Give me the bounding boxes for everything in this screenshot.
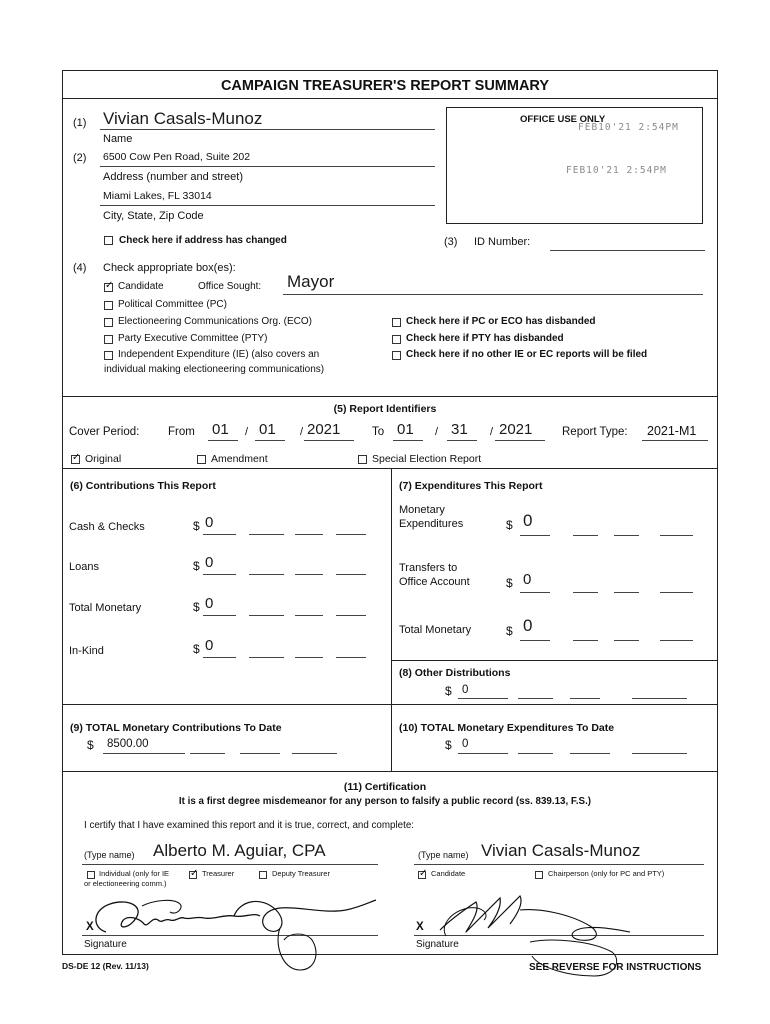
to-slash-2: / xyxy=(490,426,494,438)
to-month[interactable]: 01 xyxy=(397,421,414,438)
total-expenditures-to-date-title: (10) TOTAL Monetary Expenditures To Date xyxy=(399,722,615,734)
original-checkbox[interactable] xyxy=(71,455,80,464)
from-slash-1: / xyxy=(245,426,249,438)
to-day-line xyxy=(447,440,477,441)
cash-checks-label: Cash & Checks xyxy=(69,521,145,533)
monetary-expenditures-line-4 xyxy=(660,535,693,536)
other-distributions-line-2 xyxy=(518,698,553,699)
right-signature-label: Signature xyxy=(416,939,459,950)
contributions-title: (6) Contributions This Report xyxy=(70,480,216,492)
from-day-line xyxy=(255,440,285,441)
treasurer-name[interactable]: Alberto M. Aguiar, CPA xyxy=(153,841,326,860)
other-distributions-line-3 xyxy=(570,698,600,699)
total-expenditures-value[interactable]: 0 xyxy=(523,616,533,635)
report-identifiers-title: (5) Report Identifiers xyxy=(333,403,437,415)
transfers-value[interactable]: 0 xyxy=(523,571,532,588)
candidate-signer-label: Candidate xyxy=(431,869,466,878)
divider-5-6 xyxy=(62,468,718,469)
in-kind-value[interactable]: 0 xyxy=(205,637,214,654)
certification-title: (11) Certification xyxy=(343,781,427,793)
address-changed-checkbox[interactable] xyxy=(104,236,113,245)
treasurer-label: Treasurer xyxy=(202,869,235,878)
pc-label: Political Committee (PC) xyxy=(118,299,227,310)
no-other-reports-checkbox[interactable] xyxy=(392,351,401,360)
candidate-signer-checkbox[interactable] xyxy=(418,871,426,879)
to-month-line xyxy=(393,440,423,441)
candidate-signer-name[interactable]: Vivian Casals-Munoz xyxy=(481,841,641,860)
total-expenditures-label: Total Monetary xyxy=(399,624,472,636)
individual-checkbox[interactable] xyxy=(87,871,95,879)
report-type-label: Report Type: xyxy=(562,426,628,438)
divider-6-7 xyxy=(391,468,392,704)
transfers-line-2 xyxy=(573,592,598,593)
report-type-value[interactable]: 2021-M1 xyxy=(647,424,697,438)
total-monetary-label: Total Monetary xyxy=(69,602,142,614)
divider-10-11 xyxy=(62,771,718,772)
individual-label-2: or electioneering comm.) xyxy=(84,879,167,888)
from-day[interactable]: 01 xyxy=(259,421,276,438)
eco-label: Electioneering Communications Org. (ECO) xyxy=(118,316,312,327)
special-election-label: Special Election Report xyxy=(372,453,482,465)
section-3-number: (3) xyxy=(444,236,458,248)
left-name-line xyxy=(82,864,378,865)
right-signature-x: X xyxy=(416,921,424,933)
total-monetary-line-3 xyxy=(295,615,323,616)
ie-label-line1: Independent Expenditure (IE) (also covers an xyxy=(118,349,320,360)
to-slash-1: / xyxy=(435,426,439,438)
total-monetary-value[interactable]: 0 xyxy=(205,595,214,612)
loans-line-2 xyxy=(249,574,284,575)
in-kind-label: In-Kind xyxy=(69,645,104,657)
cash-checks-line-4 xyxy=(336,534,366,535)
certification-warning: It is a first degree misdemeanor for any person to falsify a public record (ss. 839.13, F.S.) xyxy=(178,796,592,807)
monetary-expenditures-label-1: Monetary xyxy=(399,504,445,516)
to-year[interactable]: 2021 xyxy=(499,421,533,438)
ie-checkbox[interactable] xyxy=(104,351,113,360)
other-distributions-line-4 xyxy=(632,698,687,699)
to-year-line xyxy=(495,440,545,441)
left-signature-x: X xyxy=(86,921,94,933)
loans-line-4 xyxy=(336,574,366,575)
monetary-expenditures-label-2: Expenditures xyxy=(399,518,464,530)
total-contributions-line-4 xyxy=(292,753,337,754)
monetary-expenditures-value[interactable]: 0 xyxy=(523,511,533,530)
divider-9-10 xyxy=(391,704,392,771)
pc-disbanded-label: Check here if PC or ECO has disbanded xyxy=(406,316,596,327)
city-label: City, State, Zip Code xyxy=(103,210,204,222)
left-signature-label: Signature xyxy=(84,939,127,950)
transfers-line-3 xyxy=(614,592,639,593)
cash-checks-line-3 xyxy=(295,534,323,535)
address-changed-label: Check here if address has changed xyxy=(119,235,287,246)
no-other-reports-label: Check here if no other IE or EC reports will be filed xyxy=(406,349,648,360)
total-expenditures-line-3 xyxy=(614,640,639,641)
cash-checks-line-1 xyxy=(203,534,236,535)
street-underline xyxy=(100,166,435,167)
ie-label-line2: individual making electioneering communications) xyxy=(104,364,325,375)
title-divider xyxy=(62,98,718,99)
cash-checks-value[interactable]: 0 xyxy=(205,514,214,531)
monetary-expenditures-line-3 xyxy=(614,535,639,536)
loans-value[interactable]: 0 xyxy=(205,554,214,571)
right-name-line xyxy=(414,864,704,865)
see-reverse-instructions: SEE REVERSE FOR INSTRUCTIONS xyxy=(529,962,702,973)
candidate-checkbox[interactable] xyxy=(104,283,113,292)
total-contributions-line-2 xyxy=(190,753,225,754)
chairperson-checkbox[interactable] xyxy=(535,871,543,879)
loans-line-1 xyxy=(203,574,236,575)
cash-checks-currency: $ xyxy=(193,519,200,533)
original-label: Original xyxy=(85,453,122,465)
treasurer-checkbox[interactable] xyxy=(189,871,197,879)
total-expenditures-to-date-line-4 xyxy=(632,753,687,754)
total-expenditures-to-date-currency: $ xyxy=(445,738,452,752)
loans-line-3 xyxy=(295,574,323,575)
pty-checkbox[interactable] xyxy=(104,335,113,344)
special-election-checkbox[interactable] xyxy=(358,455,367,464)
total-expenditures-line-4 xyxy=(660,640,693,641)
in-kind-line-4 xyxy=(336,657,366,658)
deputy-treasurer-checkbox[interactable] xyxy=(259,871,267,879)
monetary-expenditures-currency: $ xyxy=(506,518,513,532)
office-use-label: OFFICE USE ONLY xyxy=(520,114,606,125)
office-sought-value[interactable]: Mayor xyxy=(287,272,335,291)
chairperson-label: Chairperson (only for PC and PTY) xyxy=(548,869,665,878)
expenditures-title: (7) Expenditures This Report xyxy=(399,480,543,492)
total-contributions-line-3 xyxy=(240,753,280,754)
name-label: Name xyxy=(103,133,133,145)
other-distributions-value[interactable]: 0 xyxy=(462,684,469,696)
received-stamp: FEB10'21 2:54PM xyxy=(578,122,679,133)
report-type-line xyxy=(642,440,708,441)
total-contributions-title: (9) TOTAL Monetary Contributions To Date xyxy=(70,722,282,734)
pc-checkbox[interactable] xyxy=(104,301,113,310)
transfers-line-1 xyxy=(520,592,550,593)
total-monetary-line-4 xyxy=(336,615,366,616)
cover-period-label: Cover Period: xyxy=(69,426,140,438)
office-sought-label: Office Sought: xyxy=(198,281,262,292)
total-expenditures-line-1 xyxy=(520,640,550,641)
from-month[interactable]: 01 xyxy=(212,421,229,438)
eco-checkbox[interactable] xyxy=(104,318,113,327)
total-expenditures-to-date-line-3 xyxy=(570,753,610,754)
in-kind-currency: $ xyxy=(193,642,200,656)
transfers-label-2: Office Account xyxy=(399,576,470,588)
total-monetary-line-1 xyxy=(203,615,236,616)
divider-4-5 xyxy=(62,396,718,397)
city-state-zip-value[interactable]: Miami Lakes, FL 33014 xyxy=(103,190,212,202)
left-type-name-label: (Type name) xyxy=(84,850,135,860)
total-expenditures-to-date-line-2 xyxy=(518,753,553,754)
other-distributions-currency: $ xyxy=(445,684,452,698)
in-kind-line-2 xyxy=(249,657,284,658)
in-kind-line-3 xyxy=(295,657,323,658)
right-type-name-label: (Type name) xyxy=(418,850,469,860)
candidate-name-value[interactable]: Vivian Casals-Munoz xyxy=(103,109,263,128)
id-number-field[interactable] xyxy=(550,250,705,251)
deputy-treasurer-label: Deputy Treasurer xyxy=(272,869,330,878)
other-distributions-line-1 xyxy=(458,698,508,699)
amendment-label: Amendment xyxy=(211,453,268,465)
divider-8-9 xyxy=(62,704,718,705)
transfers-line-4 xyxy=(660,592,693,593)
from-month-line xyxy=(208,440,238,441)
from-label: From xyxy=(168,426,195,438)
from-year-line xyxy=(304,440,354,441)
total-contributions-currency: $ xyxy=(87,738,94,752)
total-contributions-line-1 xyxy=(103,753,185,754)
name-underline xyxy=(100,129,435,130)
total-expenditures-currency: $ xyxy=(506,624,513,638)
monetary-expenditures-line-1 xyxy=(520,535,550,536)
total-contributions-value[interactable]: 8500.00 xyxy=(107,738,149,750)
form-title: CAMPAIGN TREASURER'S REPORT SUMMARY xyxy=(220,78,550,94)
to-label: To xyxy=(372,426,385,438)
total-monetary-line-2 xyxy=(249,615,284,616)
amendment-checkbox[interactable] xyxy=(197,455,206,464)
received-stamp-2: FEB10'21 2:54PM xyxy=(566,165,667,176)
to-day[interactable]: 31 xyxy=(451,421,468,438)
loans-currency: $ xyxy=(193,559,200,573)
check-boxes-label: Check appropriate box(es): xyxy=(103,262,236,274)
monetary-expenditures-line-2 xyxy=(573,535,598,536)
total-monetary-currency: $ xyxy=(193,600,200,614)
certify-statement: I certify that I have examined this report and it is true, correct, and complete: xyxy=(84,820,414,831)
from-year[interactable]: 2021 xyxy=(307,421,341,438)
section-4-number: (4) xyxy=(73,262,87,274)
transfers-currency: $ xyxy=(506,576,513,590)
street-label: Address (number and street) xyxy=(103,171,244,183)
transfers-label-1: Transfers to xyxy=(399,562,458,574)
office-sought-underline xyxy=(283,294,703,295)
pc-disbanded-checkbox[interactable] xyxy=(392,318,401,327)
total-expenditures-to-date-value[interactable]: 0 xyxy=(462,738,469,750)
candidate-label: Candidate xyxy=(118,281,164,292)
street-address-value[interactable]: 6500 Cow Pen Road, Suite 202 xyxy=(103,151,251,163)
total-expenditures-to-date-line-1 xyxy=(458,753,508,754)
individual-label-1: Individual (only for IE xyxy=(99,869,170,878)
divider-7-8 xyxy=(391,660,718,661)
pty-label: Party Executive Committee (PTY) xyxy=(118,333,268,344)
section-1-number: (1) xyxy=(73,117,87,129)
pty-disbanded-checkbox[interactable] xyxy=(392,335,401,344)
cash-checks-line-2 xyxy=(249,534,284,535)
id-number-label: ID Number: xyxy=(474,236,531,248)
form-identifier: DS-DE 12 (Rev. 11/13) xyxy=(62,961,149,971)
loans-label: Loans xyxy=(69,561,99,573)
section-2-number: (2) xyxy=(73,152,87,164)
other-distributions-title: (8) Other Distributions xyxy=(399,667,511,679)
from-slash-2: / xyxy=(300,426,304,438)
pty-disbanded-label: Check here if PTY has disbanded xyxy=(406,333,564,344)
in-kind-line-1 xyxy=(203,657,236,658)
total-expenditures-line-2 xyxy=(573,640,598,641)
city-underline xyxy=(100,205,435,206)
